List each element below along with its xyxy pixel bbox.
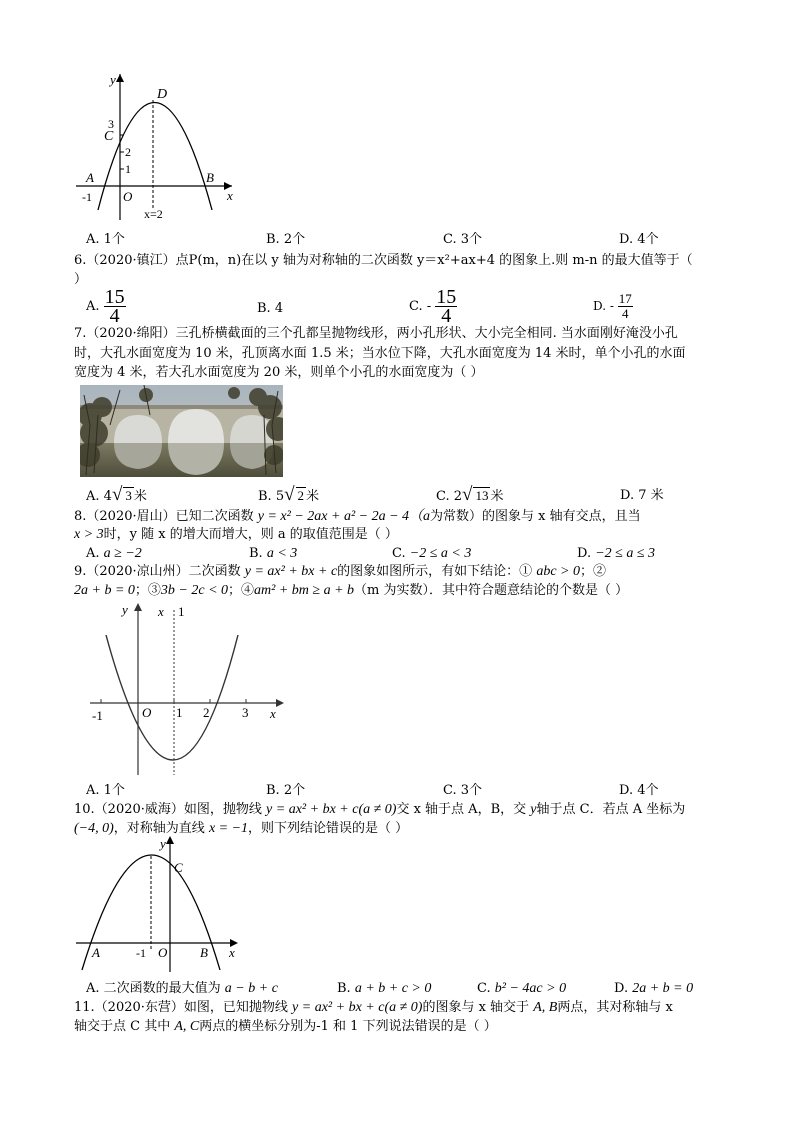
q7-option-d: D. 7 米 [620,488,664,503]
q7-option-c: C. 2√ 13 米 [436,484,504,505]
q10-option-b: B. a + b + c > 0 [337,981,432,996]
q11-question-line-1: 11.（2020·东营）如图，已知抛物线 y = ax² + bx + c(a ≠ 0)的图象与 x 轴交于 A, B两点，其对称轴与 x [74,1000,673,1015]
parabola-graph-3 [72,830,247,975]
q11-question-line-2: 轴交于点 C 其中 A, C两点的横坐标分别为-1 和 1 下列说法错误的是（ ） [74,1019,497,1034]
point-b-label: B [206,170,214,185]
q6-question-end: ） [74,272,88,287]
y-axis-label: y [122,602,128,617]
tick-1: 1 [125,162,131,176]
q6-option-c: C. - $\frac{15}{4}$ [409,286,457,327]
q7-question-line-2: 时，大孔水面宽度为 10 米，孔顶离水面 1.5 米；当水位下降，大孔水面宽度为 14 米时，单个小孔的水面 [74,346,686,361]
origin-label: O [142,705,152,720]
point-a-label: A [86,170,94,185]
parabola-graph-2 [86,600,296,778]
q8-option-c: C. −2 ≤ a < 3 [392,546,472,561]
q7-option-b: B. 5√ 2 米 [258,484,320,505]
q6-option-b: B. 4 [257,301,284,316]
tick-2: 2 [203,705,210,720]
origin-label: O [158,945,168,960]
q9-option-b: B. 2个 [266,783,306,798]
bridge-photo [80,385,283,477]
frac-num: 17 [618,291,632,306]
q8-option-d: D. −2 ≤ a ≤ 3 [577,546,656,561]
q7-question-line-1: 7.（2020·绵阳）三孔桥横截面的三个孔都呈抛物线形，两小孔形状、大小完全相同. 当水面刚好淹没小孔 [74,326,678,341]
q10-option-d: D. 2a + b = 0 [614,981,694,996]
tick-minus-1: -1 [92,708,103,723]
q7-question-line-3: 宽度为 4 米，若大孔水面宽度为 20 米，则单个小孔的水面宽度为（ ） [74,365,484,380]
q7-option-a: A. 4√ 3 米 [86,484,147,505]
tick-3: 3 [108,117,114,131]
q9-question-line-2: 2a + b = 0；③3b − 2c < 0；④am² + bm ≥ a + b（m 为实数）．其中符合题意结论的个数是（ ） [74,583,629,598]
q8-option-b: B. a < 3 [249,546,298,561]
x-axis-label: x [227,188,233,203]
q5-option-a: A. 1个 [86,232,125,247]
frac-den: 4 [441,305,452,327]
q10-option-c: C. b² − 4ac > 0 [477,981,567,996]
tick-minus-1: -1 [136,946,146,960]
q10-question-line-2: (−4, 0)，对称轴为直线 x = −1，则下列结论错误的是（ ） [74,821,409,836]
axis-of-symmetry-label: x=2 [144,207,163,221]
symmetry-one-label: 1 [178,604,185,619]
frac-den: 4 [109,305,120,327]
q6-question: 6.（2020·镇江）点P(m，n)在以 y 轴为对称轴的二次函数 y＝x²+ax+4 的图象上.则 m-n 的最大值等于（ [74,253,693,268]
symmetry-x-label: x [158,604,164,619]
origin-label: O [123,189,133,204]
q5-option-d: D. 4个 [619,232,659,247]
point-c-label: C [174,860,183,875]
q6-option-d: D. - $\frac{17}{4}$ [593,291,632,321]
q10-question-line-1: 10.（2020·威海）如图，抛物线 y = ax² + bx + c(a ≠ 0)交 x 轴于点 A，B，交 y轴于点 C．若点 A 坐标为 [74,802,686,817]
point-a-label: A [92,945,100,960]
q5-option-b: B. 2个 [266,232,306,247]
frac-num: 15 [436,286,457,308]
y-axis-label: y [110,72,116,87]
q8-question-line-1: 8.（2020·眉山）已知二次函数 y = x² − 2ax + a² − 2a − 4（a为常数）的图象与 x 轴有交点，且当 [74,509,641,524]
tick-3: 3 [242,705,249,720]
frac-den: 4 [621,306,629,321]
q9-option-d: D. 4个 [619,783,659,798]
point-b-label: B [200,945,208,960]
tick-2: 2 [125,145,131,159]
q8-question-line-2: x > 3时，y 随 x 的增大而增大，则 a 的取值范围是（ ） [74,527,398,542]
x-axis-label: x [270,706,276,721]
tick-1: 1 [176,705,183,720]
parabola-graph-1 [72,70,247,225]
x-axis-label: x [229,945,235,960]
q9-option-c: C. 3个 [443,783,483,798]
point-c-label: C [104,129,114,144]
y-axis-label: y [160,836,166,851]
q9-question-line-1: 9.（2020·凉山州）二次函数 y = ax² + bx + c的图象如图所示，有如下结论：① abc > 0；② [74,564,607,579]
q10-option-a: A. 二次函数的最大值为 a − b + c [86,981,278,996]
tick-minus-1: -1 [82,190,92,204]
q8-option-a: A. a ≥ −2 [86,546,142,561]
q5-option-c: C. 3个 [443,232,483,247]
point-d-label: D [157,87,168,102]
frac-num: 15 [104,286,125,308]
q9-option-a: A. 1个 [86,783,125,798]
q6-option-a: A. $\frac{15}{4}$ [86,286,125,327]
